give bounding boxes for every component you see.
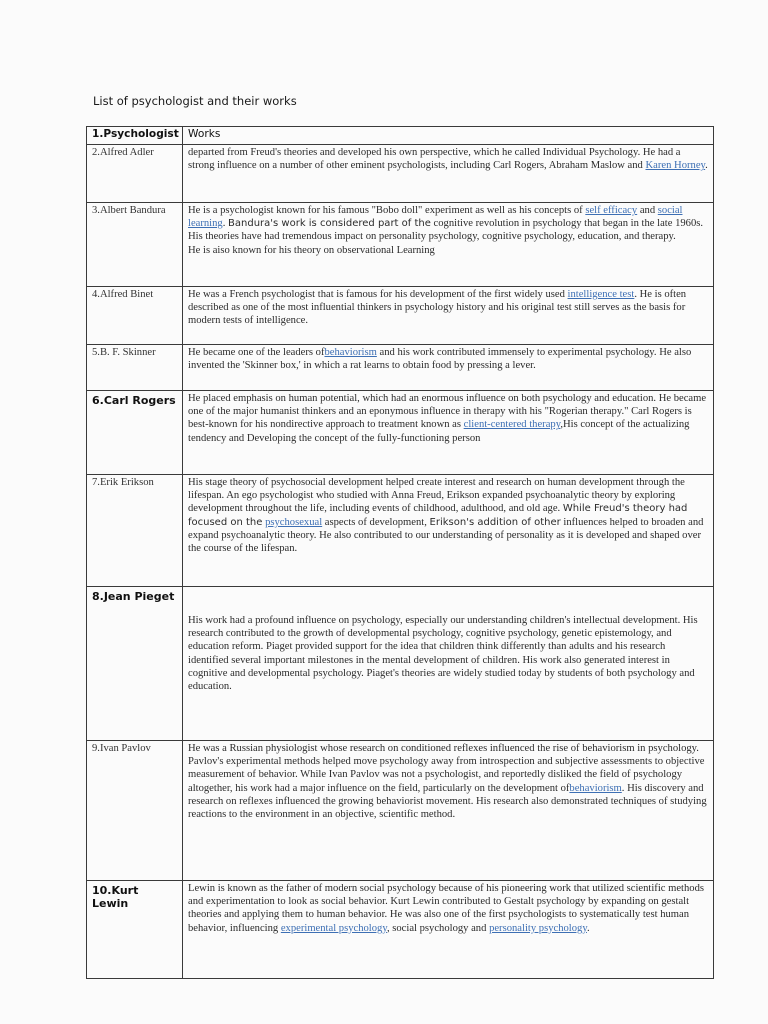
works-cell: departed from Freud's theories and developed his own perspective, which he called Individual Psychology. He had a strong influence on a number of other eminent psychologists, including Carl Rogers, Abraham Maslow and Karen Horney. (183, 145, 714, 203)
link-intelligence-test[interactable]: intelligence test (567, 289, 635, 300)
psychologist-name: 9.Ivan Pavlov (87, 741, 183, 881)
psychologist-name: 6.Carl Rogers (87, 391, 183, 475)
works-cell: He is a psychologist known for his famous "Bobo doll" experiment as well as his concepts of self efficacy and social learning. Bandura's work is considered part of the cognitive revolution in psychology that began in the late 1960s. His theories have had tremendous impact on personality psychology, cognitive psychology, education, and therapy. He is aiso known for his theory on observational Learning (183, 203, 714, 287)
link-psychosexual[interactable]: psychosexual (265, 516, 323, 528)
table-row (87, 391, 714, 475)
works-cell: Lewin is known as the father of modern social psychology because of his pioneering work that utilized scientific methods and experimentation to look as social behavior. Kurt Lewin contributed to Gestalt psychology by expanding on gestalt theories and applying them to human behavior. He was also one of the first psychologists to systematically test human behavior, influencing experimental psychology, social psychology and personality psychology. (183, 881, 714, 979)
works-cell: His work had a profound influence on psychology, especially our understanding children's intellectual development. His research contributed to the growth of developmental psychology, cognitive psychology, genetic epistemology, and education reform. Piaget provided support for the idea that children think differently than adults and his research identified several important milestones in the mental development of children. His work also generated interest in cognitive and developmental psychology. Piaget's theories are widely studied today by students of both psychology and education. (183, 587, 714, 741)
psychologist-table (86, 126, 714, 979)
works-cell: He was a French psychologist that is famous for his development of the first widely used intelligence test. He is often described as one of the most influential thinkers in psychology history and his original test still serves as the basis for modern tests of intelligence. (183, 287, 714, 345)
table-row (87, 287, 714, 345)
link-karen-horney[interactable]: Karen Horney (645, 160, 706, 172)
psychologist-name: 7.Erik Erikson (87, 475, 183, 587)
link-personality-psychology[interactable]: personality psychology (489, 922, 587, 934)
psychologist-name: 4.Alfred Binet (87, 287, 183, 345)
link-self-efficacy[interactable]: self efficacy (585, 205, 638, 216)
psychologist-name: 3.Albert Bandura (87, 203, 183, 287)
header-psychologist: 1.Psychologist (87, 127, 183, 145)
document-title: List of psychologist and their works (93, 94, 297, 108)
header-works: Works (183, 127, 714, 145)
table-row (87, 145, 714, 203)
works-cell: He placed emphasis on human potential, which had an enormous influence on both psychology and education. He became one of the major humanist thinkers and an eponymous influence in therapy with his "Rogerian therapy." Carl Rogers is best-known for his nondirective approach to treatment known as client-centered therapy,His concept of the actualizing tendency and Developing the concept of the fully-functioning person (183, 391, 714, 475)
table-row (87, 881, 714, 979)
psychologist-name: 5.B. F. Skinner (87, 345, 183, 391)
link-behaviorism[interactable]: behaviorism (324, 347, 377, 358)
link-behaviorism[interactable]: behaviorism (569, 782, 622, 794)
table-header-row (87, 127, 714, 145)
link-social-learning[interactable]: social learning (188, 205, 683, 230)
link-client-centered-therapy[interactable]: client-centered therapy (463, 419, 561, 431)
table-row (87, 741, 714, 881)
works-cell: He became one of the leaders ofbehaviorism and his work contributed immensely to experimental psychology. He also invented the 'Skinner box,' in which a rat learns to obtain food by pressing a lever. (183, 345, 714, 391)
psychologist-name: 2.Alfred Adler (87, 145, 183, 203)
table-row (87, 475, 714, 587)
table-row (87, 203, 714, 287)
table-row (87, 587, 714, 741)
link-experimental-psychology[interactable]: experimental psychology (280, 922, 387, 934)
psychologist-name: 8.Jean Pieget (87, 587, 183, 741)
works-cell: He was a Russian physiologist whose research on conditioned reflexes influenced the rise of behaviorism in psychology. Pavlov's experimental methods helped move psychology away from introspection and subjective assessments to objective measurement of behavior. While Ivan Pavlov was not a psychologist, and reportedly disliked the field of psychology altogether, his work had a major influence on the field, particularly on the development ofbehaviorism. His discovery and research on reflexes influenced the growing behaviorist movement. His research also demonstrated techniques of studying reactions to the environment in an objective, scientific method. (183, 741, 714, 881)
psychologist-name: 10.Kurt Lewin (87, 881, 183, 979)
table-row (87, 345, 714, 391)
works-cell: His stage theory of psychosocial development helped create interest and research on human development through the lifespan. An ego psychologist who studied with Anna Freud, Erikson expanded psychoanalytic theory by exploring development throughout the life, including events of childhood, adulthood, and old age. While Freud's theory had focused on the psychosexual aspects of development, Erikson's addition of other influences helped to broaden and expand psychoanalytic theory. He also contributed to our understanding of personality as it is developed and shaped over the course of the lifespan. (183, 475, 714, 587)
